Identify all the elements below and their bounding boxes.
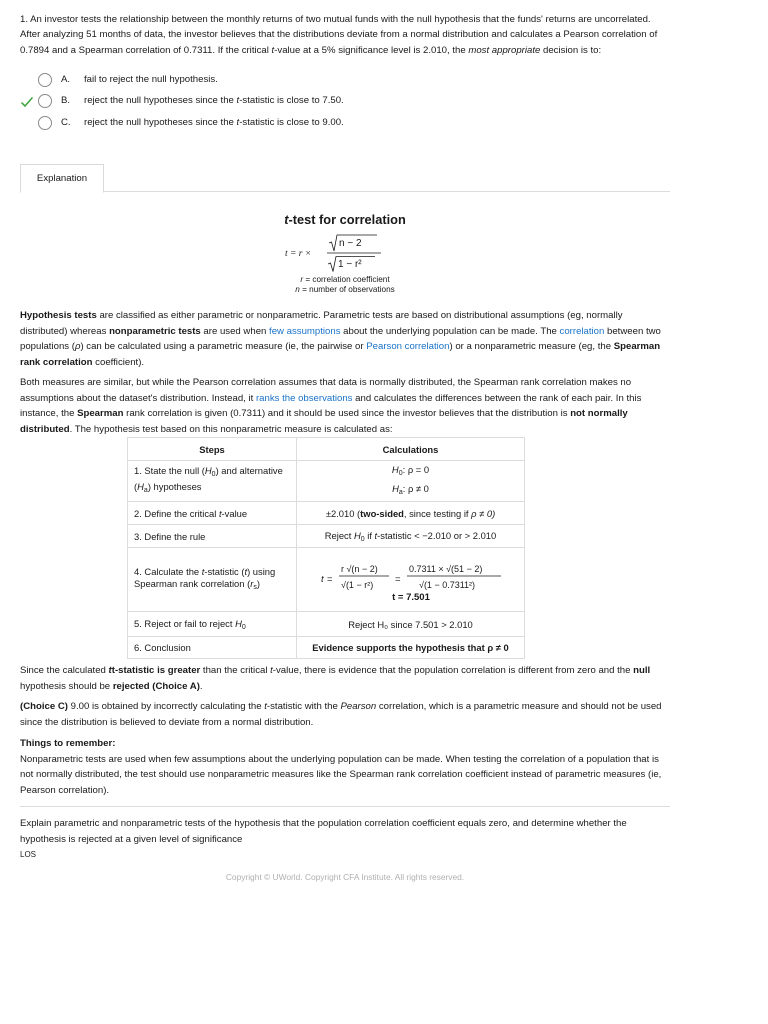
- svg-text:=: =: [394, 573, 401, 585]
- column-header-calculations: Calculations: [297, 438, 525, 461]
- t-result: t = 7.501: [391, 591, 430, 602]
- table-row: [128, 612, 525, 637]
- step-2: 2. Define the critical t-value: [128, 502, 297, 525]
- choice-b[interactable]: B. reject the null hypotheses since the t-statistic is close to 7.50.: [20, 92, 670, 114]
- table-row: [128, 525, 525, 548]
- svg-text:t: t: [320, 573, 324, 585]
- things-to-remember: [20, 736, 670, 798]
- paragraph-hypothesis-tests: Hypothesis tests are classified as either parametric or nonparametric. Parametric tests are based on distributional assumptions (eg, normally distributed) whereas nonparametric tests are used when few assumptions about the underlying population can be made. The correlation between two populations (ρ) can be calculated using a parametric measure (ie, the pairwise or Pearson correlation) or a nonparametric measure (eg, the Spearman rank correlation coefficient).: [20, 310, 661, 368]
- link-few-assumptions[interactable]: few assumptions: [269, 325, 341, 337]
- paragraph-conclusion: Since the calculated tt-statistic is greater than the critical t-value, there is evidence that the population correlation is different from zero and the null hypothesis should be rejected (Choice A).: [20, 665, 651, 692]
- paragraph-spearman: Both measures are similar, but while the Pearson correlation assumes that data is normally distributed, the Spearman rank correlation makes no assumptions about the dataset's distribution. Instead, it ranks the observations and calculates the differences between the rank of each pair. In this instance, the Spearman rank correlation is given (0.7311) and it should be used since the investor believes that the distribution is not normally distributed. The hypothesis test based on this nonparametric measure is calculated as:: [20, 377, 642, 435]
- t-statistic-calculation: [311, 558, 511, 602]
- calc-5: Reject H₀ since 7.501 > 2.010: [297, 612, 525, 637]
- copyright-footer: Copyright © UWorld. Copyright CFA Institute. All rights reserved.: [225, 872, 465, 882]
- link-pearson-correlation[interactable]: Pearson correlation: [366, 341, 450, 353]
- formula-lhs: t = r ×: [285, 249, 312, 259]
- explanation-tab[interactable]: Explanation: [20, 164, 104, 193]
- divider: [20, 191, 670, 192]
- formula-numerator: n − 2: [339, 238, 362, 249]
- choice-b-text: reject the null hypotheses since the t-statistic is close to 7.50.: [84, 95, 344, 107]
- los-statement: Explain parametric and nonparametric tests of the hypothesis that the population correlation coefficient equals zero, and determine whether the hypothesis is rejected at a given level of significance LOS: [20, 818, 627, 860]
- checkmark-icon: [20, 95, 34, 109]
- calc-4: [297, 548, 525, 612]
- divider: [20, 806, 670, 807]
- choice-c-text: reject the null hypotheses since the t-statistic is close to 9.00.: [84, 116, 344, 128]
- table-header-row: [128, 438, 525, 461]
- link-correlation[interactable]: correlation: [559, 325, 605, 337]
- step-4: 4. Calculate the t-statistic (t) using Spearman rank correlation $(r_s)$: [128, 548, 297, 612]
- step-1: 1. State the null $(H_0)$ and alternative $(H_a)$ hypotheses: [128, 461, 297, 502]
- question-stem: 1. An investor tests the relationship between the monthly returns of two mutual funds with the null hypothesis that the funds' returns are uncorrelated. After analyzing 51 months of data, the investor believes that the distributions deviate from a normal distribution and calculates a Pearson correlation of 0.7894 and a Spearman correlation of 0.7311. If the critical t-value at a 5% significance level is 2.010, the most appropriate decision is to:: [20, 14, 658, 56]
- svg-text:=: =: [326, 573, 333, 585]
- formula-legend: r = correlation coefficient n = number of observations: [295, 275, 395, 294]
- formula-block: [20, 212, 670, 295]
- column-header-steps: Steps: [128, 438, 297, 461]
- numerator-1: r √(n − 2): [340, 563, 378, 574]
- calc-2: ±2.010 (two-sided, since testing if ρ ≠ 0): [297, 502, 525, 525]
- remember-heading: Things to remember:: [20, 738, 116, 749]
- numerator-2: 0.7311 × √(51 − 2): [408, 563, 482, 574]
- radio-button[interactable]: [38, 94, 52, 108]
- calc-1: $H_0$: ρ = 0 $H_a$: ρ ≠ 0: [297, 461, 525, 502]
- table-row: [128, 637, 525, 659]
- calc-6: Evidence supports the hypothesis that ρ ≠ 0: [297, 637, 525, 659]
- formula-title: t-test for correlation: [284, 212, 406, 227]
- table-row: [128, 502, 525, 525]
- remember-text: Nonparametric tests are used when few assumptions about the underlying population can be made. When testing the correlation of a population that is not normally distributed, the test should use nonparametric measures like the Spearman rank correlation coefficient instead of parametric measures (ie, Pearson correlation).: [20, 753, 662, 796]
- step-3: 3. Define the rule: [128, 525, 297, 548]
- radio-button[interactable]: [38, 116, 52, 130]
- table-row: [128, 548, 525, 612]
- answer-choices: [20, 71, 670, 136]
- choice-c[interactable]: C. reject the null hypotheses since the t-statistic is close to 9.00.: [20, 114, 670, 136]
- steps-table: [127, 437, 525, 659]
- choice-a[interactable]: A. fail to reject the null hypothesis.: [20, 71, 670, 93]
- denominator-1: √(1 − r²): [340, 579, 373, 590]
- step-6: 6. Conclusion: [128, 637, 297, 659]
- denominator-2: √(1 − 0.7311²): [418, 579, 475, 590]
- paragraph-choice-c: (Choice C) 9.00 is obtained by incorrectly calculating the t-statistic with the Pearson correlation, which is a parametric measure and should not be used since the distribution is believed to deviate from a normal distribution.: [20, 701, 662, 728]
- radio-button[interactable]: [38, 73, 52, 87]
- formula-denominator: 1 − r²: [338, 259, 362, 270]
- link-ranks-the-observations[interactable]: ranks the observations: [255, 392, 353, 404]
- t-formula: [285, 233, 405, 273]
- los-label: LOS: [20, 850, 37, 860]
- step-5: 5. Reject or fail to reject $H_0$: [128, 612, 297, 637]
- table-row: [128, 461, 525, 502]
- calc-3: Reject $H_0$ if t-statistic < −2.010 or > 2.010: [297, 525, 525, 548]
